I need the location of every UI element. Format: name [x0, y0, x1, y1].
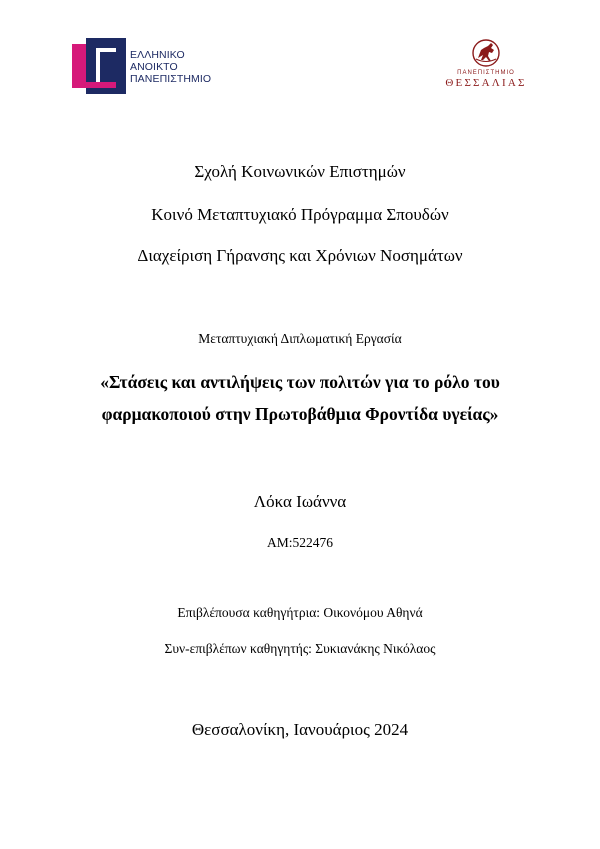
- specialization-name: Διαχείριση Γήρανσης και Χρόνιων Νοσημάτων: [137, 246, 463, 265]
- logo-left-line-3: ΠΑΝΕΠΙΣΤΗΜΙΟ: [130, 73, 212, 85]
- author-name: Λόκα Ιωάννα: [253, 492, 347, 511]
- logo-left-line-2: ΑΝΟΙΚΤΟ: [130, 61, 178, 73]
- student-id: ΑΜ:522476: [266, 535, 333, 550]
- supervisor: Επιβλέπουσα καθηγήτρια: Οικονόμου Αθηνά: [177, 605, 423, 620]
- hellenic-open-university-logo-icon: [72, 38, 126, 94]
- thesis-title-line-2: φαρμακοποιού στην Πρωτοβάθμια Φροντίδα υγείας»: [101, 404, 499, 424]
- school-name: Σχολή Κοινωνικών Επιστημών: [194, 162, 406, 181]
- thesis-type: Μεταπτυχιακή Διπλωματική Εργασία: [198, 331, 402, 346]
- logo-right-line-2: ΘΕΣΣΑΛΙΑΣ: [445, 77, 527, 89]
- university-of-thessaly-logo: [438, 36, 534, 96]
- thesis-title-line-1: «Στάσεις και αντιλήψεις των πολιτών για το ρόλο του: [100, 372, 500, 392]
- hellenic-open-university-logo: [72, 38, 212, 96]
- logo-left-line-1: ΕΛΛΗΝΙΚΟ: [130, 49, 185, 61]
- program-name: Κοινό Μεταπτυχιακό Πρόγραμμα Σπουδών: [151, 205, 449, 224]
- university-of-thessaly-emblem-icon: [470, 36, 502, 68]
- hellenic-open-university-name: [130, 49, 211, 85]
- co-supervisor: Συν-επιβλέπων καθηγητής: Συκιανάκης Νικόλαος: [164, 641, 436, 656]
- place-and-date: Θεσσαλονίκη, Ιανουάριος 2024: [191, 720, 409, 739]
- logo-right-line-1: ΠΑΝΕΠΙΣΤΗΜΙΟ: [457, 70, 515, 76]
